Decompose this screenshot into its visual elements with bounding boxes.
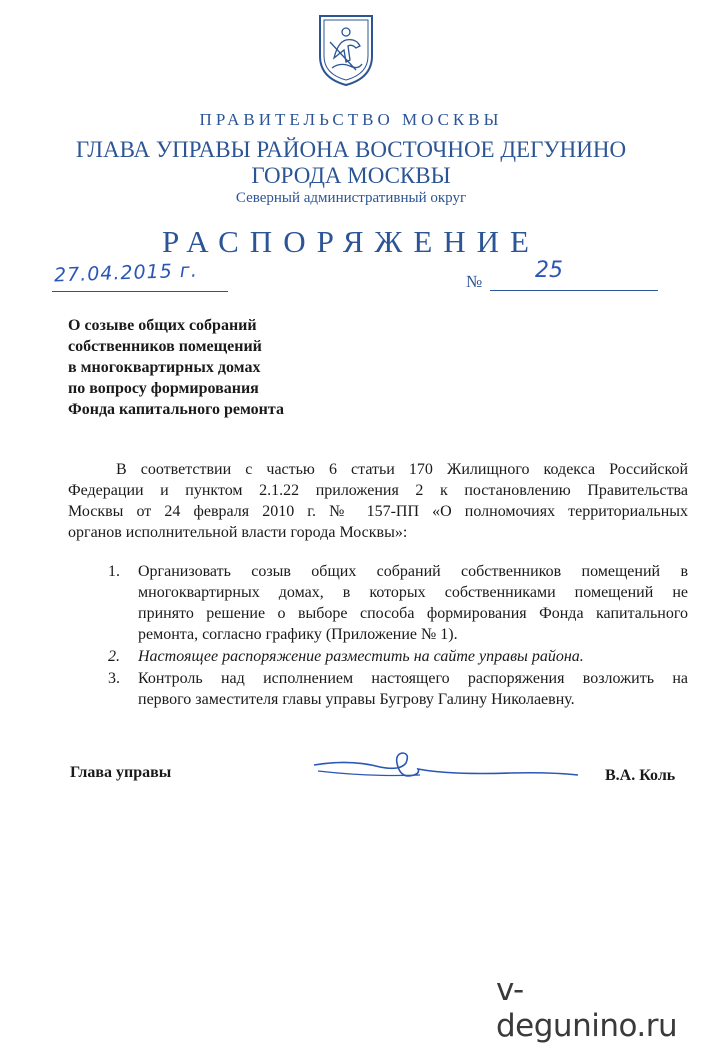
- authority-title-line1: ГЛАВА УПРАВЫ РАЙОНА ВОСТОЧНОЕ ДЕГУНИНО: [75, 137, 627, 162]
- moscow-coat-of-arms-icon: [316, 12, 376, 88]
- number-underline: [490, 290, 658, 291]
- subject-line: собственников помещений: [68, 338, 262, 355]
- number-sign: №: [466, 272, 483, 291]
- signatory-position: Глава управы: [70, 764, 172, 781]
- subject-line: по вопросу формирования: [68, 380, 259, 397]
- document-date: 27.04.2015 г.: [53, 259, 199, 287]
- document-number: 25: [535, 258, 563, 283]
- preamble: [68, 459, 688, 543]
- subject-line: в многоквартирных домах: [68, 359, 261, 376]
- document-type: РАСПОРЯЖЕНИЕ: [162, 224, 540, 259]
- order-item-line: Контроль над исполнением настоящего распоряжения возложить на: [138, 670, 688, 687]
- site-watermark: v-degunino.ru: [496, 972, 678, 1044]
- subject-line: О созыве общих собраний: [68, 317, 257, 334]
- authority-title-line2: ГОРОДА МОСКВЫ: [251, 163, 451, 188]
- subject-block: [68, 315, 284, 420]
- handwritten-signature-icon: [310, 745, 610, 795]
- order-item-number: 3.: [108, 670, 120, 687]
- preamble-line: В соответствии с частью 6 статьи 170 Жилищного кодекса Российской: [116, 461, 688, 478]
- order-item-line: принято решение о выборе способа формирования Фонда капитального: [138, 605, 688, 622]
- authority-title: [0, 137, 702, 189]
- order-item: [108, 561, 688, 645]
- order-item-number: 1.: [108, 563, 120, 580]
- government-title: ПРАВИТЕЛЬСТВО МОСКВЫ: [199, 110, 503, 129]
- date-underline: [52, 291, 228, 292]
- order-item-line: Организовать созыв общих собраний собственников помещений в: [138, 563, 688, 580]
- order-item-line: Настоящее распоряжение разместить на сайте управы района.: [138, 648, 584, 665]
- signatory-name: В.А. Коль: [605, 767, 676, 784]
- order-item: [108, 646, 688, 667]
- order-item-line: многоквартирных домах, в которых собственниками помещений не: [138, 584, 688, 601]
- preamble-line: органов исполнительной власти города Москвы»:: [68, 524, 408, 541]
- preamble-line: Москвы от 24 февраля 2010 г. № 157-ПП «О полномочиях территориальных: [68, 503, 688, 520]
- order-item: [108, 668, 688, 710]
- okrug-label: Северный административный округ: [235, 190, 467, 206]
- order-items: [108, 561, 688, 711]
- order-item-line: первого заместителя главы управы Бугрову Галину Николаевну.: [138, 691, 575, 708]
- preamble-line: Федерации и пунктом 2.1.22 приложения 2 к постановлению Правительства: [68, 482, 688, 499]
- order-item-number: 2.: [108, 648, 120, 665]
- subject-line: Фонда капитального ремонта: [68, 401, 284, 418]
- order-item-line: ремонта, согласно графику (Приложение № 1).: [138, 626, 458, 643]
